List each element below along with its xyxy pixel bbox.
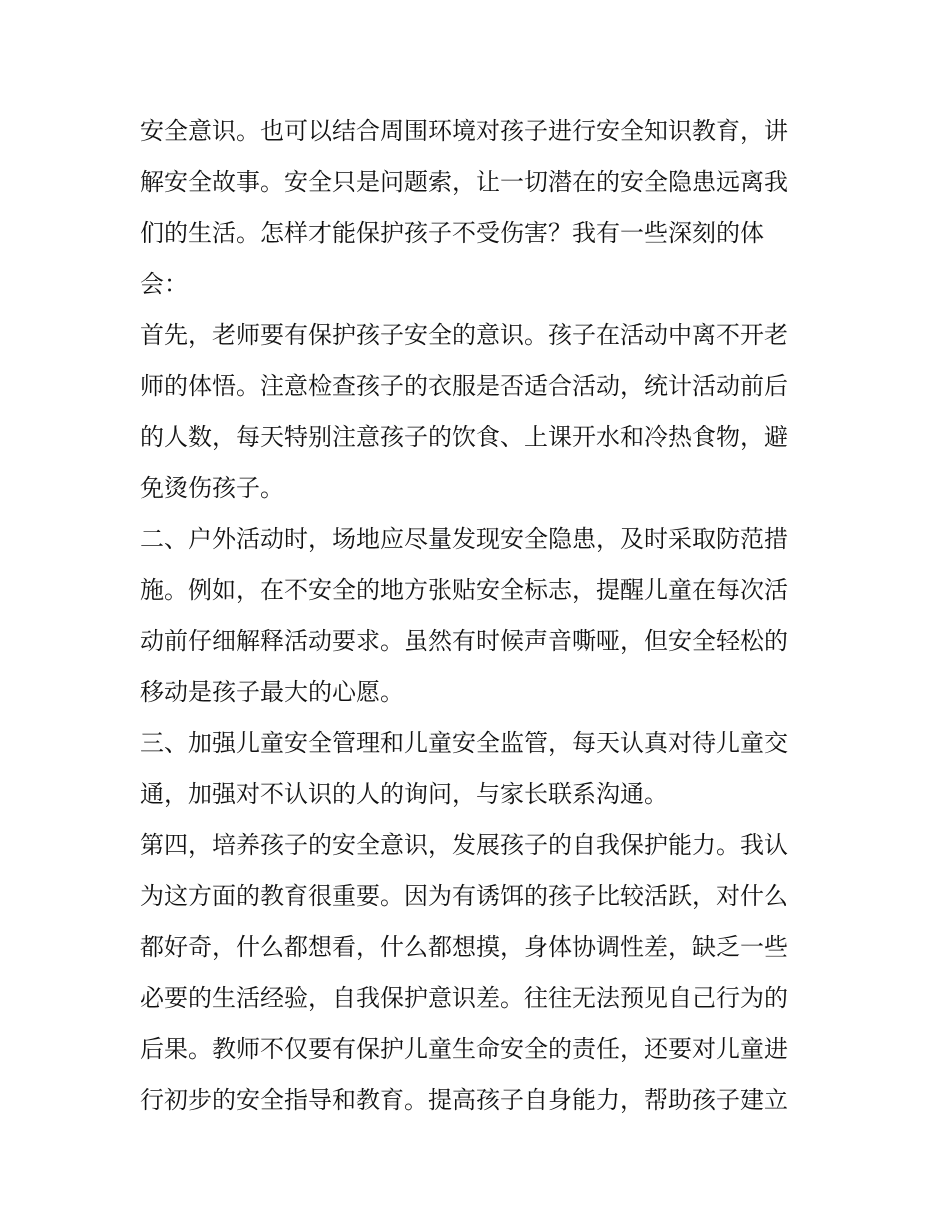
text-line: 们的生活。怎样才能保护孩子不受伤害？我有一些深刻的体 [140, 219, 764, 247]
text-line: 解安全故事。安全只是问题索，让一切潜在的安全隐患远离我 [140, 168, 788, 196]
text-line: 三、加强儿童安全管理和儿童安全监管，每天认真对待儿童交 [140, 729, 788, 757]
text-line: 都好奇，什么都想看，什么都想摸，身体协调性差，缺乏一些 [140, 933, 788, 961]
text-line: 会： [140, 270, 188, 298]
text-line: 必要的生活经验，自我保护意识差。往往无法预见自己行为的 [140, 984, 788, 1012]
text-line: 免烫伤孩子。 [140, 474, 284, 502]
text-line: 二、户外活动时，场地应尽量发现安全隐患，及时采取防范措 [140, 525, 788, 553]
text-line: 安全意识。也可以结合周围环境对孩子进行安全知识教育，讲 [140, 117, 788, 145]
body-text [140, 106, 820, 1126]
text-line: 通，加强对不认识的人的询问，与家长联系沟通。 [140, 780, 668, 808]
text-line: 行初步的安全指导和教育。提高孩子自身能力，帮助孩子建立 [140, 1086, 788, 1114]
text-line: 施。例如，在不安全的地方张贴安全标志，提醒儿童在每次活 [140, 576, 788, 604]
text-line: 第四，培养孩子的安全意识，发展孩子的自我保护能力。我认 [140, 831, 788, 859]
text-line: 首先，老师要有保护孩子安全的意识。孩子在活动中离不开老 [140, 321, 788, 349]
text-line: 的人数，每天特别注意孩子的饮食、上课开水和冷热食物，避 [140, 423, 788, 451]
text-line: 移动是孩子最大的心愿。 [140, 678, 404, 706]
text-line: 动前仔细解释活动要求。虽然有时候声音嘶哑，但安全轻松的 [140, 627, 788, 655]
text-line: 师的体悟。注意检查孩子的衣服是否适合活动，统计活动前后 [140, 372, 788, 400]
text-line: 为这方面的教育很重要。因为有诱饵的孩子比较活跃，对什么 [140, 882, 788, 910]
text-line: 后果。教师不仅要有保护儿童生命安全的责任，还要对儿童进 [140, 1035, 788, 1063]
